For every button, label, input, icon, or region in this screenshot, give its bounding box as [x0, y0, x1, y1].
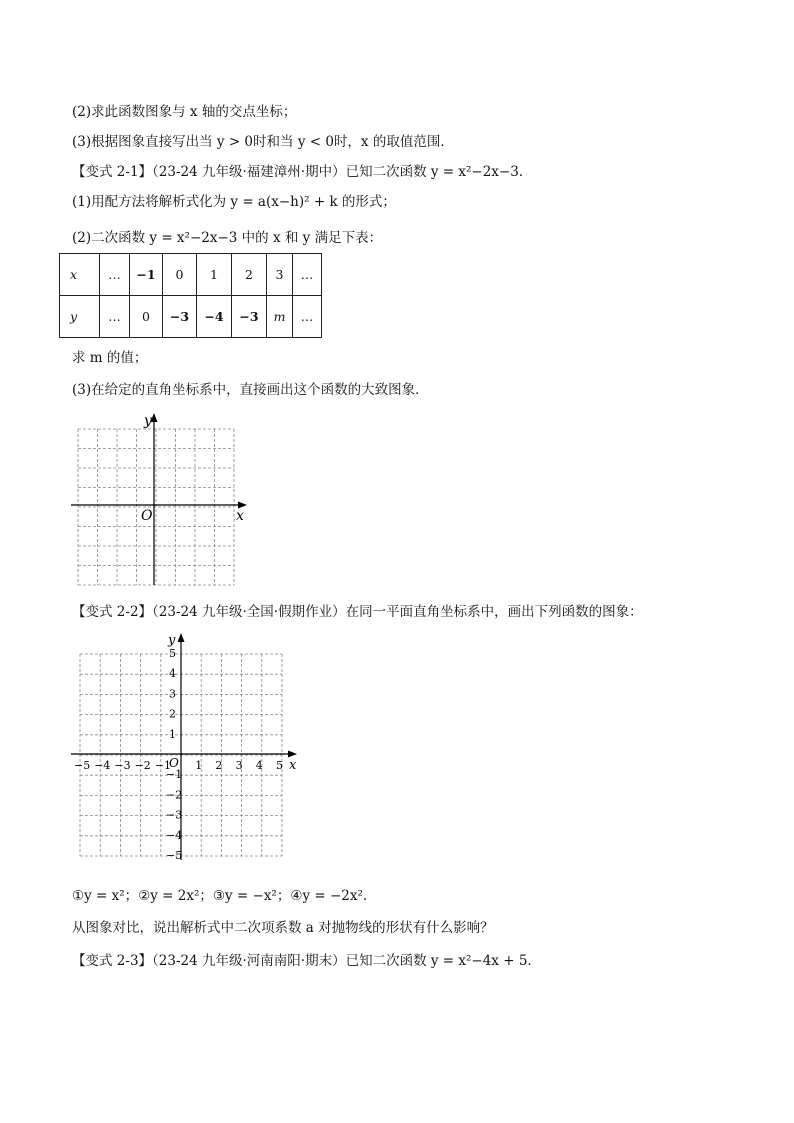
function-list: ①y = x²；②y = 2x²；③y = −x²；④y = −2x²． — [72, 888, 377, 904]
x-tick-label: −1 — [154, 759, 172, 772]
table-cell: 1 — [197, 254, 232, 296]
x-tick-label: −5 — [74, 759, 91, 772]
table-cell: … — [293, 254, 322, 296]
y-tick-label: −5 — [166, 849, 183, 860]
table-cell: … — [100, 254, 130, 296]
y-axis-label: y — [168, 633, 176, 648]
find-m-text: 求 m 的值； — [72, 350, 148, 366]
x-tick-label: −3 — [114, 759, 131, 772]
y-tick-label: 5 — [169, 647, 176, 660]
table-cell: 3 — [267, 254, 293, 296]
x-axis-arrow — [288, 751, 297, 758]
x-tick-label: 2 — [215, 759, 223, 772]
table-cell: 2 — [232, 254, 267, 296]
y-tick-label: −4 — [166, 828, 183, 842]
table-cell: … — [100, 296, 130, 338]
variant-2-1-part-2: (2)二次函数 y = x²−2x−3 中的 x 和 y 满足下表： — [72, 230, 383, 246]
y-tick-label: 1 — [169, 727, 176, 741]
table-cell: 0 — [130, 296, 163, 338]
table-cell: −3 — [232, 296, 267, 338]
x-tick-label: 1 — [195, 759, 203, 772]
coordinate-grid-1 — [66, 410, 256, 590]
variant-2-1-part-3: (3)在给定的直角坐标系中，直接画出这个函数的大致图象． — [72, 382, 429, 398]
value-table — [59, 253, 322, 338]
coefficient-question: 从图象对比，说出解析式中二次项系数 a 对抛物线的形状有什么影响？ — [72, 920, 494, 936]
table-cell: 0 — [163, 254, 197, 296]
variant-2-3-heading: 【变式 2-3】（23-24 九年级·河南南阳·期末）已知二次函数 y = x²−4x + 5． — [72, 953, 541, 969]
question-3-text: (3)根据图象直接写出当 y > 0时和当 y < 0时，x 的取值范围． — [72, 134, 454, 150]
coordinate-grid-2 — [66, 630, 306, 860]
table-cell: −1 — [130, 254, 163, 296]
origin-label: O — [169, 756, 179, 770]
y-axis-arrow — [178, 633, 185, 642]
y-tick-label: −1 — [166, 768, 183, 782]
variant-2-2-heading: 【变式 2-2】（23-24 九年级·全国·假期作业）在同一平面直角坐标系中，画出下列函数的图象： — [72, 604, 643, 620]
x-tick-label: 4 — [255, 759, 263, 772]
table-cell: x — [60, 254, 100, 296]
x-tick-label: −4 — [94, 759, 111, 772]
variant-2-1-part-1: (1)用配方法将解析式化为 y = a(x−h)² + k 的形式； — [72, 194, 396, 210]
x-tick-label: 5 — [276, 759, 283, 772]
variant-2-1-heading: 【变式 2-1】（23-24 九年级·福建漳州·期中）已知二次函数 y = x²−2x−3． — [72, 164, 533, 180]
question-2-text: (2)求此函数图象与 x 轴的交点坐标； — [72, 104, 297, 120]
x-axis-label: x — [289, 758, 297, 773]
table-cell: m — [267, 296, 293, 338]
y-tick-label: 4 — [169, 667, 176, 681]
y-tick-label: 2 — [169, 707, 176, 721]
x-tick-label: −2 — [134, 759, 151, 772]
y-tick-label: −2 — [166, 788, 183, 802]
table-cell: −3 — [163, 296, 197, 338]
y-tick-label: 3 — [169, 687, 176, 701]
table-cell: −4 — [197, 296, 232, 338]
y-tick-label: −3 — [166, 808, 183, 822]
table-cell: … — [293, 296, 322, 338]
y-axis-label: y — [144, 413, 152, 429]
table-row-y — [60, 296, 322, 338]
table-row-x — [60, 254, 322, 296]
x-axis-label: x — [236, 508, 244, 524]
origin-label: O — [141, 508, 153, 524]
x-tick-label: 3 — [235, 759, 243, 772]
table-cell: y — [60, 296, 100, 338]
